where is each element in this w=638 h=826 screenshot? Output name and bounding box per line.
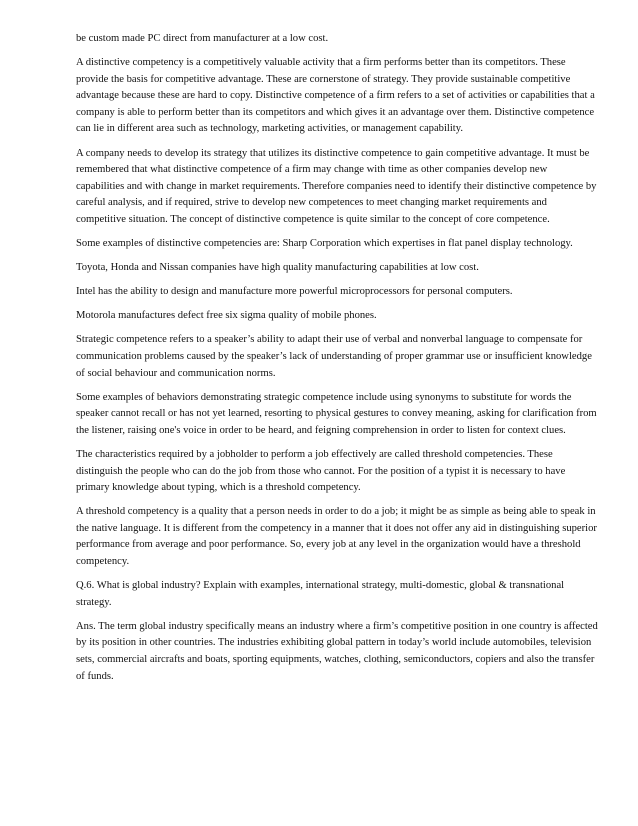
paragraph-threshold-definition: A threshold competency is a quality that a person needs in order to do a job; it might be as simple as being able to speak in the native language. It is different from the competency in a manner that it does not offer any aid in distinguishing superior performance from average and poor performance. So, every job at any level in the organization would have a threshold competency. (76, 506, 597, 568)
paragraph-examples-intro: Some examples of distinctive competencies are: Sharp Corporation which expertises in flat panel display technology. (76, 238, 573, 250)
paragraph-example-intel: Intel has the ability to design and manufacture more powerful microprocessors for personal computers. (76, 286, 513, 298)
paragraph-example-motorola: Motorola manufactures defect free six sigma quality of mobile phones. (76, 310, 377, 322)
paragraph-example-toyota: Toyota, Honda and Nissan companies have high quality manufacturing capabilities at low cost. (76, 262, 479, 274)
paragraph-continuation: be custom made PC direct from manufacturer at a low cost. (76, 33, 329, 44)
paragraph-strategic-examples: Some examples of behaviors demonstrating strategic competence include using synonyms to substitute for words the speaker cannot recall or has not yet learned, resorting to physical gestures to convey meaning, asking for clarification from the listener, raising one's voice in order to be heard, and feigning comprehension in order to listen for context clues. (76, 391, 597, 436)
paragraph-strategy-development: A company needs to develop its strategy that utilizes its distinctive competence to gain competitive advantage. It must be remembered that what distinctive competence of a firm may change with time as other companies develop new capabilities and with change in market requirements. Therefore companies need to identify their distinctive competence by careful analysis, and if required, strive to develop new competences to meet changing market requirements and competitive situation. The concept of distinctive competence is quite similar to the concept of core competence. (76, 147, 597, 225)
paragraph-strategic-competence: Strategic competence refers to a speaker’s ability to adapt their use of verbal and nonverbal language to compensate for communication problems caused by the speaker’s lack of understanding of proper grammar use or insufficient knowledge of social behaviour and communication norms. (76, 334, 592, 379)
paragraph-question-6: Q.6. What is global industry? Explain with examples, international strategy, multi-domestic, global & transnational strategy. (76, 580, 565, 608)
paragraph-threshold-characteristics: The characteristics required by a jobholder to perform a job effectively are called threshold competencies. These distinguish the people who can do the job from those who cannot. For the position of a typist it is necessary to have primary knowledge about typing, which is a threshold competency. (76, 448, 566, 494)
paragraph-answer: Ans. The term global industry specifically means an industry where a firm’s competitive position in one country is affected by its position in other countries. The industries exhibiting global pattern in today’s world include automobiles, television sets, commercial aircrafts and boats, sporting equipments, watches, clothing, semiconductors, copiers and also the transfer of funds. (76, 620, 598, 682)
paragraph-distinctive-competency: A distinctive competency is a competitively valuable activity that a firm performs better than its competitors. These provide the basis for competitive advantage. These are cornerstone of strategy. They provide sustainable competitive advantage because these are hard to copy. Distinctive competence of a firm refers to a set of activities or capabilities that a company is able to perform better than its competitors and which gives it an advantage over them. Distinctive competence can lie in different area such as technology, marketing activities, or management capability. (76, 57, 595, 135)
document-page (76, 31, 598, 693)
